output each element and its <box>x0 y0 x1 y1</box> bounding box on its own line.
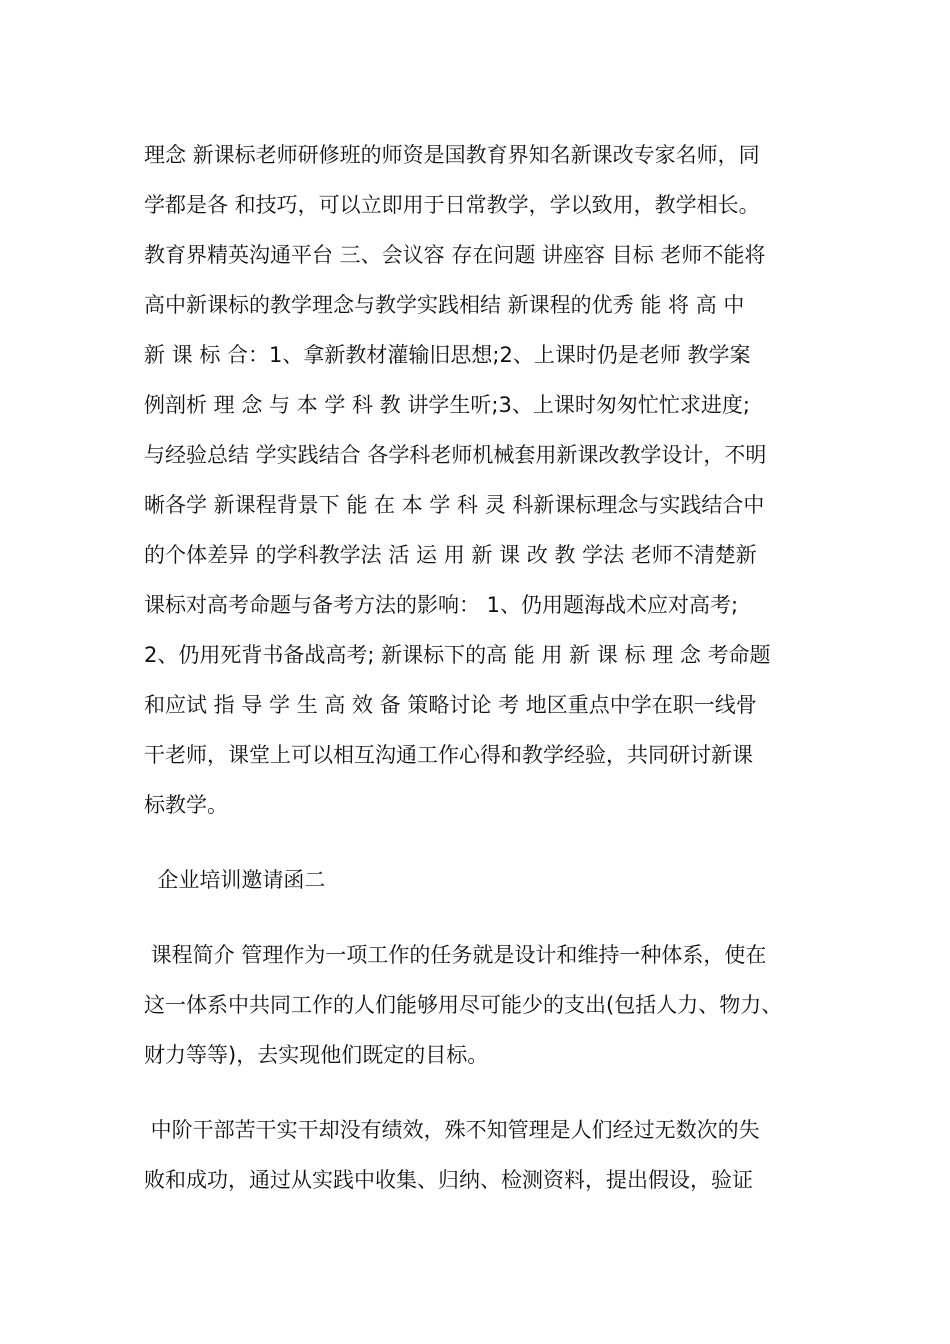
text-line: 理念 新课标老师研修班的师资是国教育界知名新课改专家名师，同 <box>144 143 760 167</box>
text-line: 课标对高考命题与备考方法的影响： 1、仍用题海战术应对高考; <box>144 593 739 617</box>
text-line: 新 课 标 合：1、拿新教材灌输旧思想;2、上课时仍是老师 教学案 <box>144 343 751 367</box>
section-heading <box>144 855 824 905</box>
paragraph-management-intro <box>144 930 824 1080</box>
text-line: 败和成功，通过从实践中收集、归纳、检测资料，提出假设，验证 <box>144 1168 753 1192</box>
text-line: 晰各学 新课程背景下 能 在 本 学 科 灵 科新课标理念与实践结合中 <box>144 493 765 517</box>
text-line: 这一体系中共同工作的人们能够用尽可能少的支出(包括人力、物力、 <box>144 993 783 1017</box>
paragraph-gap <box>144 830 824 855</box>
text-line: 课程简介 管理作为一项工作的任务就是设计和维持一种体系，使在 <box>144 943 767 967</box>
text-line: 高中新课标的教学理念与教学实践相结 新课程的优秀 能 将 高 中 <box>144 293 745 317</box>
paragraph-gap <box>144 905 824 930</box>
text-line: 标教学。 <box>144 793 228 817</box>
text-line: 中阶干部苦干实干却没有绩效，殊不知管理是人们经过无数次的失 <box>144 1118 760 1142</box>
text-line: 的个体差异 的学科教学法 活 运 用 新 课 改 教 学法 老师不清楚新 <box>144 543 757 567</box>
paragraph-gap <box>144 1080 824 1105</box>
paragraph-course-intro <box>144 130 824 830</box>
text-line: 2、仍用死背书备战高考; 新课标下的高 能 用 新 课 标 理 念 考命题 <box>144 643 771 667</box>
text-line: 与经验总结 学实践结合 各学科老师机械套用新课改教学设计，不明 <box>144 443 767 467</box>
paragraph-mid-level-managers <box>144 1105 824 1205</box>
text-line: 例剖析 理 念 与 本 学 科 教 讲学生听;3、上课时匆匆忙忙求进度; <box>144 393 750 417</box>
text-line: 干老师，课堂上可以相互沟通工作心得和教学经验，共同研讨新课 <box>144 743 753 767</box>
text-line: 财力等等)，去实现他们既定的目标。 <box>144 1043 489 1067</box>
heading-line: 企业培训邀请函二 <box>144 868 326 892</box>
text-line: 教育界精英沟通平台 三、会议容 存在问题 讲座容 目标 老师不能将 <box>144 243 766 267</box>
text-line: 学都是各 和技巧，可以立即用于日常教学，学以致用，教学相长。 <box>144 193 760 217</box>
document-body <box>144 130 824 1205</box>
text-line: 和应试 指 导 学 生 高 效 备 策略讨论 考 地区重点中学在职一线骨 <box>144 693 757 717</box>
